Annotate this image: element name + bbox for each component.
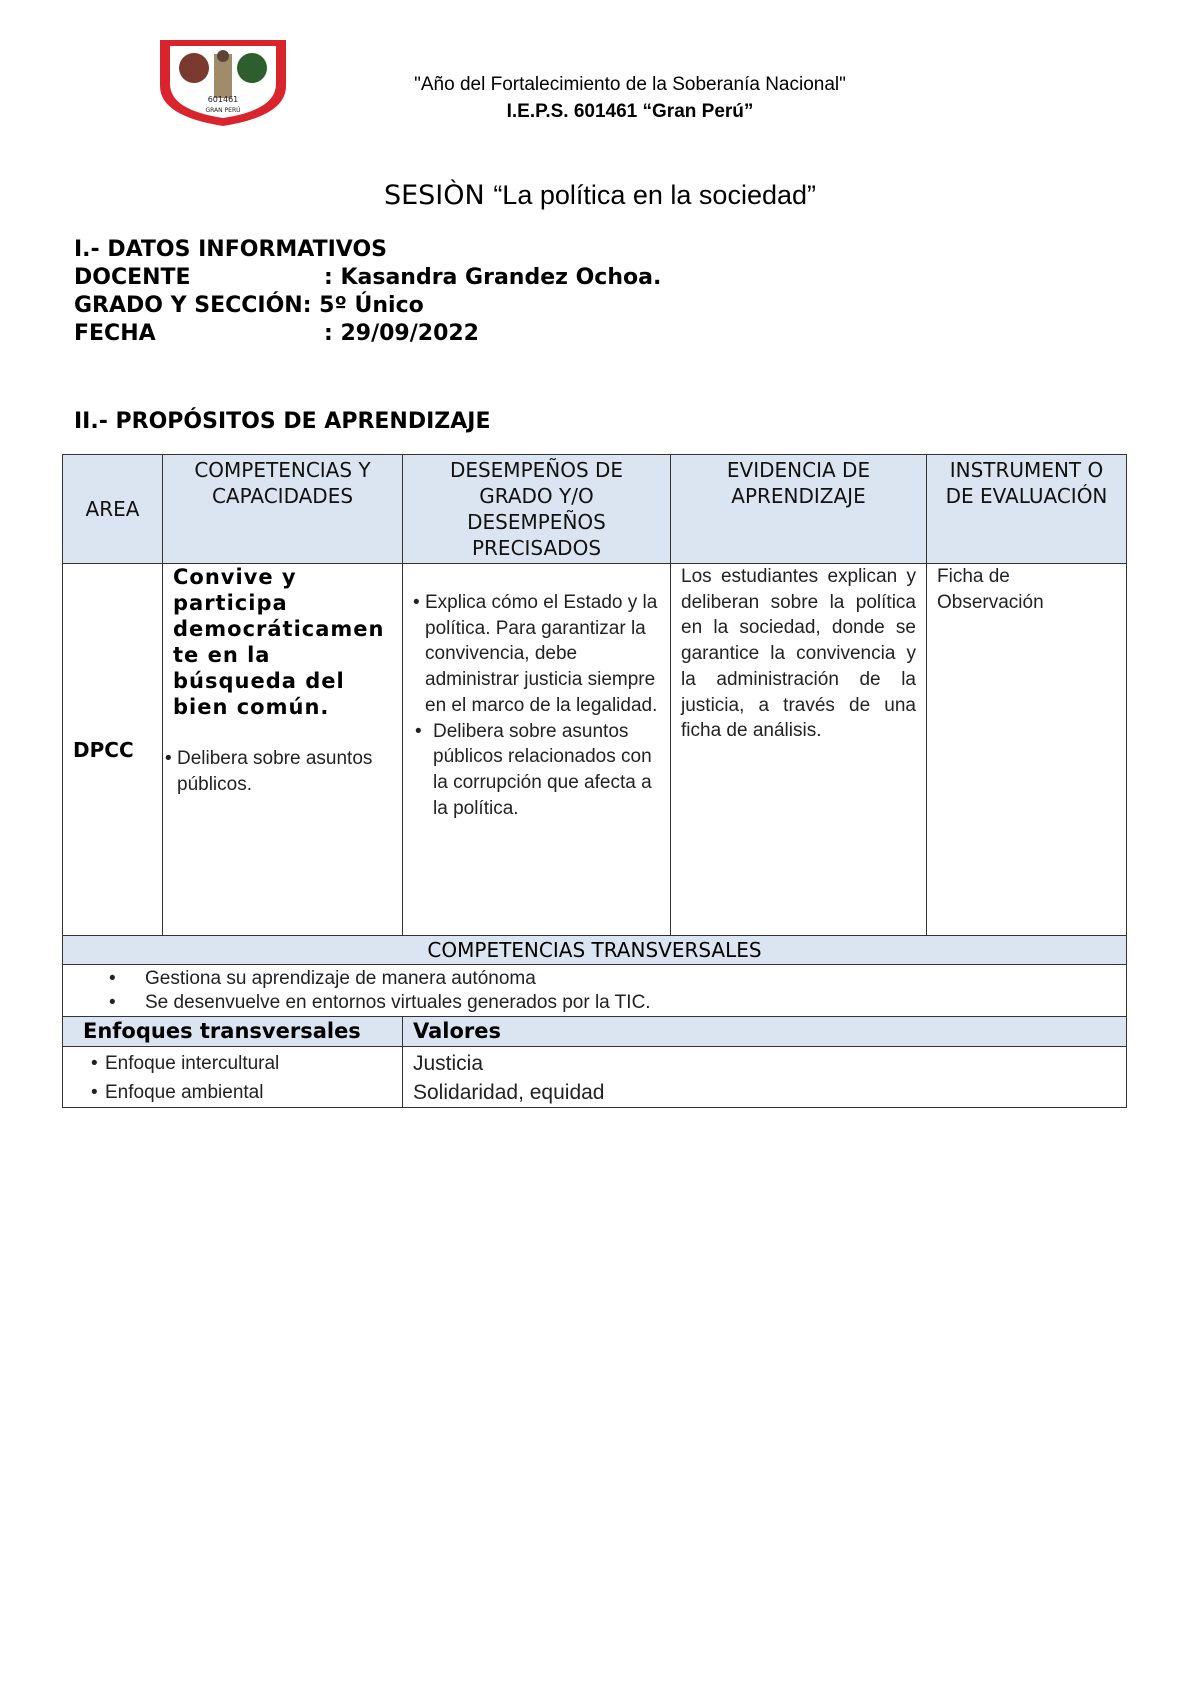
col-competencias: COMPETENCIAS Y CAPACIDADES: [163, 455, 403, 564]
fecha-row: [74, 320, 479, 348]
area-cell: DPCC: [63, 564, 163, 936]
col-desempenos: DESEMPEÑOS DE GRADO Y/O DESEMPEÑOS PRECISADOS: [403, 455, 671, 564]
propositos-table: [62, 454, 1127, 1108]
transversales-heading: COMPETENCIAS TRANSVERSALES: [63, 936, 1127, 965]
desempeno-item: • Explica cómo el Estado y la política. Para garantizar la convivencia, debe administrar justicia siempre en el marco de la legalidad.: [413, 592, 658, 716]
fecha-value: : 29/09/2022: [324, 321, 479, 346]
page-title: [0, 180, 1200, 211]
col-area: AREA: [63, 455, 163, 564]
transversal-item: • Se desenvuelve en entornos virtuales generados por la TIC.: [109, 992, 651, 1013]
valores-heading: Valores: [403, 1017, 1127, 1047]
valores-cell: [403, 1047, 1127, 1108]
propositos-heading: II.- PROPÓSITOS DE APRENDIZAJE: [74, 409, 491, 434]
capacidad-list: [165, 746, 392, 797]
col-instrumento: INSTRUMENT O DE EVALUACIÓN: [927, 455, 1127, 564]
valor-item: Solidaridad, equidad: [413, 1081, 605, 1104]
transversales-list: [107, 967, 1126, 1015]
grado-row: [74, 292, 424, 320]
docente-row: [74, 264, 661, 292]
evidencia-text: Los estudiantes explican y deliberan sobre la política en la sociedad, donde se garantice la convivencia y la administración de la justicia, a través de una ficha de análisis.: [681, 566, 916, 742]
enfoques-list: [91, 1049, 402, 1107]
capacidad-item: • Delibera sobre asuntos públicos.: [165, 748, 373, 795]
instrumento-cell: [927, 564, 1127, 936]
title-name: “La política en la sociedad”: [493, 180, 817, 210]
col-evidencia: EVIDENCIA DE APRENDIZAJE: [671, 455, 927, 564]
docente-label: DOCENTE: [74, 265, 191, 290]
transversales-cell: [63, 965, 1127, 1017]
year-motto: "Año del Fortalecimiento de la Soberanía Nacional": [414, 74, 846, 95]
grado-value: : 5º Único: [302, 293, 424, 318]
title-prefix: SESIÒN: [383, 180, 494, 211]
logo-name: GRAN PERÚ: [205, 107, 241, 114]
desempeno-item: • Delibera sobre asuntos públicos relacionados con la corrupción que afecta a la política.: [415, 720, 652, 819]
grado-label: GRADO Y SECCIÓN: [74, 293, 303, 318]
desempenos-cell: [403, 564, 671, 936]
competencia-text: Convive y participa democráticamen te en la búsqueda del bien común.: [173, 565, 385, 719]
enfoques-cell: [63, 1047, 403, 1108]
school-name: I.E.P.S. 601461 “Gran Perú”: [506, 101, 754, 122]
enfoques-heading: Enfoques transversales: [63, 1017, 403, 1047]
valor-item: Justicia: [413, 1052, 484, 1075]
desempenos-list: [413, 590, 660, 821]
enfoque-item: • Enfoque intercultural: [91, 1053, 280, 1074]
docente-value: : Kasandra Grandez Ochoa.: [324, 265, 662, 290]
competencia-cell: [163, 564, 403, 936]
evidencia-cell: [671, 564, 927, 936]
transversal-item: • Gestiona su aprendizaje de manera autónoma: [109, 968, 536, 989]
instrumento-text: Ficha de Observación: [937, 566, 1044, 613]
fecha-label: FECHA: [74, 321, 156, 346]
logo-number: 601461: [207, 95, 239, 104]
datos-heading: I.- DATOS INFORMATIVOS: [74, 237, 387, 262]
enfoque-item: • Enfoque ambiental: [91, 1082, 264, 1103]
